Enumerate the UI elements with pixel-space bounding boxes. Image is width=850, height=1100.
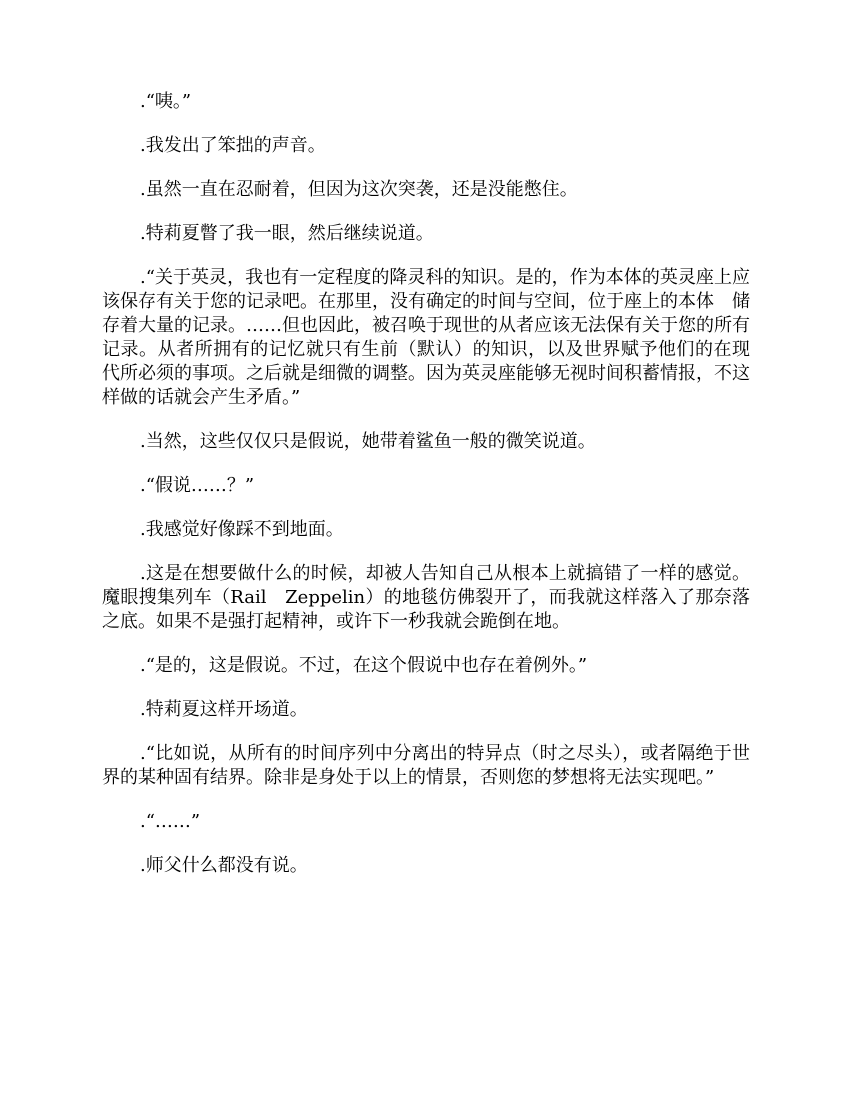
paragraph-7: .“假说……？” <box>140 475 255 496</box>
paragraph-6: .当然，这些仅仅只是假说，她带着鲨鱼一般的微笑说道。 <box>140 431 596 452</box>
paragraph-12: .“比如说，从所有的时间序列中分离出的特异点（时之尽头），或者隔绝于世界的某种固有结界。除非是身处于以上的情景，否则您的梦想将无法实现吧。” <box>102 743 750 788</box>
paragraph-4: .特莉夏瞥了我一眼，然后继续说道。 <box>140 223 434 244</box>
paragraph-13: .“……” <box>140 811 201 832</box>
paragraph-8: .我感觉好像踩不到地面。 <box>140 519 344 540</box>
paragraph-1: .“咦。” <box>140 91 192 112</box>
paragraph-14: .师父什么都没有说。 <box>140 855 308 876</box>
paragraph-5: .“关于英灵，我也有一定程度的降灵科的知识。是的，作为本体的英灵座上应该保存有关于您的记录吧。在那里，没有确定的时间与空间，位于座上的本体 储存着大量的记录。……但也因此，被召唤于现世的从者应该无法保有关于您的所有记录。从者所拥有的记忆就只有生前（默认）的知识，以及世界赋予他们的在现 代所必须的事项。之后就是细微的调整。因为英灵座能够无视时间积蓄情报，不这样做的话就会产生矛盾。” <box>102 267 768 408</box>
paragraph-2: .我发出了笨拙的声音。 <box>140 135 326 156</box>
paragraph-11: .特莉夏这样开场道。 <box>140 699 308 720</box>
document-page <box>102 90 768 898</box>
paragraph-10: .“是的，这是假说。不过，在这个假说中也存在着例外。” <box>140 655 588 676</box>
paragraph-9: .这是在想要做什么的时候，却被人告知自己从根本上就搞错了一样的感觉。魔眼搜集列车（Rail Zeppelin）的地毯仿佛裂开了，而我就这样落入了那奈落之底。如果不是强打起精神，或许下一秒我就会跪倒在地。 <box>102 563 750 632</box>
paragraph-3: .虽然一直在忍耐着，但因为这次突袭，还是没能憋住。 <box>140 179 578 200</box>
